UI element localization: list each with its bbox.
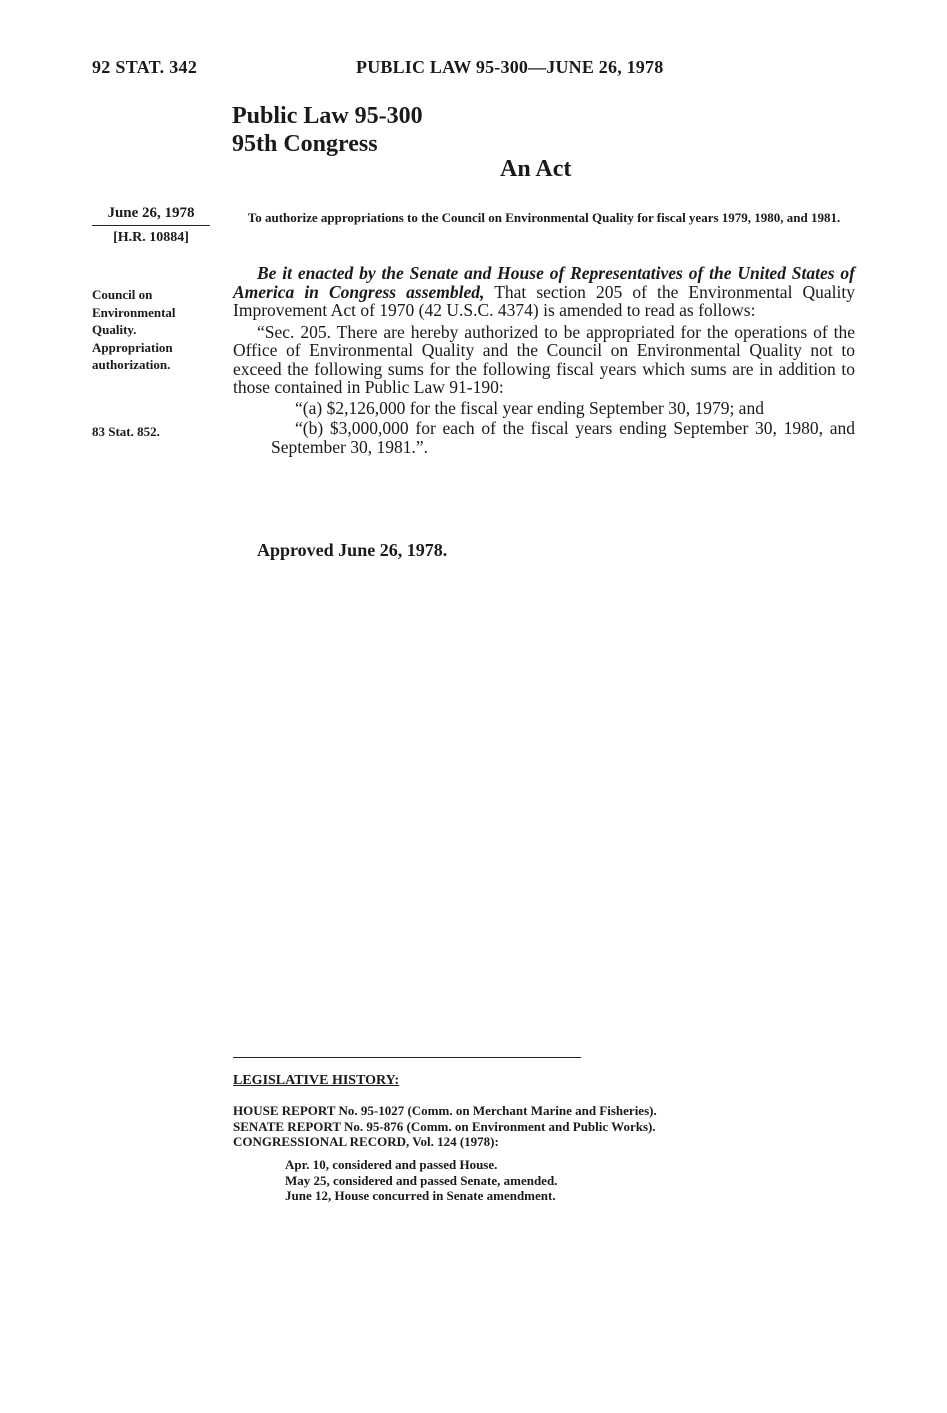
legislative-history-reports bbox=[233, 1103, 657, 1150]
enacting-paragraph bbox=[233, 264, 855, 320]
subsection-b: “(b) $3,000,000 for each of the fiscal years ending September 30, 1980, and September 30, 1981.”. bbox=[271, 418, 855, 457]
congressional-record: CONGRESSIONAL RECORD, Vol. 124 (1978): bbox=[233, 1134, 499, 1149]
house-report: HOUSE REPORT No. 95-1027 (Comm. on Merchant Marine and Fisheries). bbox=[233, 1103, 657, 1118]
margin-notes bbox=[92, 286, 176, 374]
margin-citation: 83 Stat. 852. bbox=[92, 424, 160, 439]
section-205-text: 205. There are hereby authorized to be appropriated for the operations of the Office of Environmental Quality and the Council on Environmental Quality not to exceed the following sums for the following fiscal years which sums are in addition to those contained in Public Law 91-190: bbox=[233, 321, 856, 397]
act-heading: An Act bbox=[500, 156, 572, 182]
senate-report: SENATE REPORT No. 95-876 (Comm. on Environment and Public Works). bbox=[233, 1118, 656, 1134]
history-event: Apr. 10, considered and passed House. bbox=[285, 1157, 498, 1172]
approval-date: Approved June 26, 1978. bbox=[257, 540, 448, 560]
running-title: PUBLIC LAW 95-300—JUNE 26, 1978 bbox=[356, 57, 664, 77]
section-prefix: “Sec. bbox=[257, 321, 295, 342]
margin-note: Council on bbox=[92, 287, 153, 302]
margin-date: June 26, 1978 bbox=[107, 205, 195, 221]
history-event: May 25, considered and passed Senate, amended. bbox=[285, 1172, 558, 1188]
margin-bill-number: [H.R. 10884] bbox=[113, 230, 189, 245]
margin-note: Environmental bbox=[92, 304, 176, 320]
margin-note: Appropriation bbox=[92, 339, 173, 355]
enacting-clause: Be it enacted by the Senate and House of Representatives of the United States of America in Congress assembled, bbox=[233, 263, 855, 302]
legislative-history-title: LEGISLATIVE HISTORY: bbox=[233, 1073, 400, 1088]
legislative-history-events bbox=[285, 1157, 557, 1204]
law-number: Public Law 95-300 bbox=[232, 103, 423, 129]
congress-label: 95th Congress bbox=[232, 131, 378, 157]
subsection-a: “(a) $2,126,000 for the fiscal year ending September 30, 1979; and bbox=[295, 397, 764, 418]
margin-note: Quality. bbox=[92, 322, 137, 337]
page-citation: 92 STAT. 342 bbox=[92, 57, 198, 77]
section-intro: That section 205 of the Environmental Quality Improvement Act of 1970 (42 U.S.C. 4374) is amended to read as follows: bbox=[233, 281, 855, 320]
history-event: June 12, House concurred in Senate amendment. bbox=[285, 1188, 556, 1203]
act-purpose: To authorize appropriations to the Council on Environmental Quality for fiscal years 1979, 1980, and 1981. bbox=[247, 210, 841, 225]
margin-note: authorization. bbox=[92, 357, 171, 372]
legislative-history-divider bbox=[233, 1057, 581, 1058]
margin-divider bbox=[92, 225, 210, 226]
act-body bbox=[233, 264, 855, 456]
section-205-paragraph bbox=[233, 323, 855, 397]
